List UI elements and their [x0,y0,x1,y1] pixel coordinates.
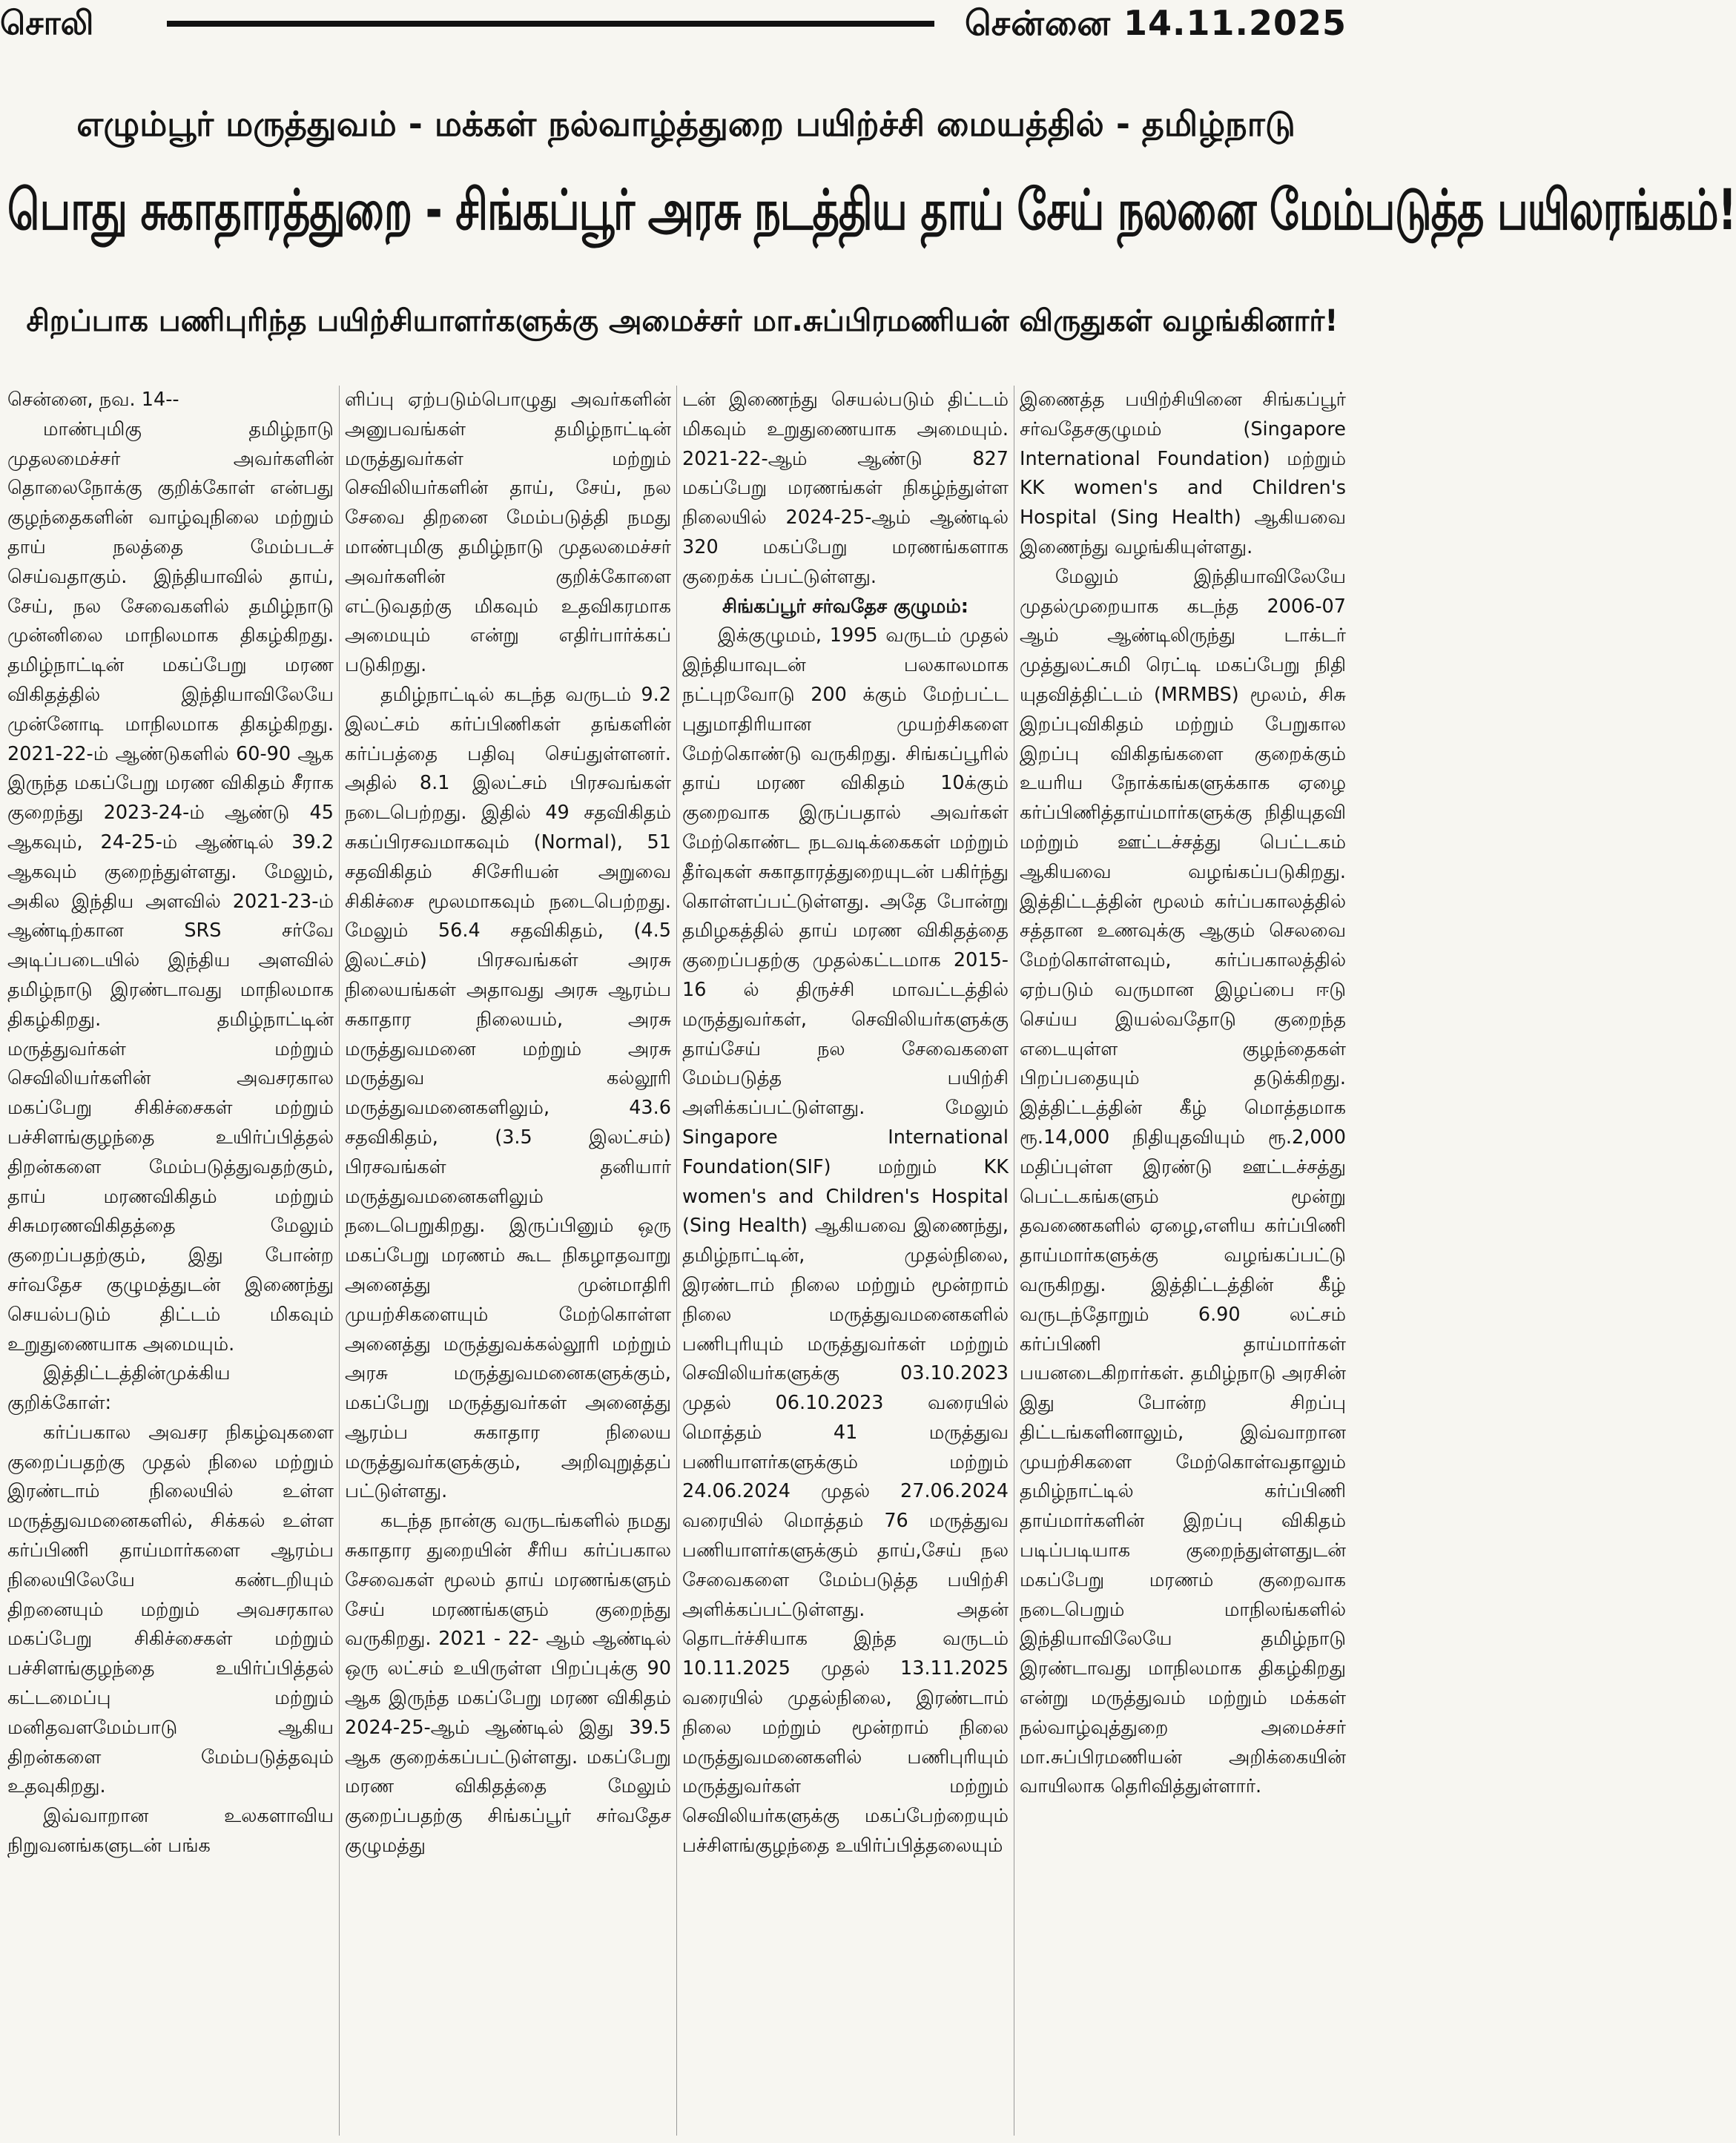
paragraph: இவ்வாறான உலகளாவிய நிறுவனங்களுடன் பங்க [7,1805,334,1858]
city-date: சென்னை 14.11.2025 [964,3,1347,43]
column-2 [345,386,671,2136]
paragraph: தமிழ்நாட்டில் கடந்த வருடம் 9.2 இலட்சம் கர்ப்பிணிகள் தங்களின் கர்ப்பத்தை பதிவு செய்துள்ளனர். அதில் 8.1 இலட்சம் பிரசவங்கள் நடைபெற்றது. இதில் 49 சதவிகிதம் சுகப்பிரசவமாகவும் (Normal), 51 சதவிகிதம் சிசேரியன் அறுவை சிகிச்சை மூலமாகவும் நடைபெற்றது. மேலும் 56.4 சதவிகிதம், (4.5 இலட்சம்) பிரசவங்கள் அரசு நிலையங்கள் அதாவது அரசு ஆரம்ப சுகாதார நிலையம், அரசு மருத்துவமனை மற்றும் அரசு மருத்துவ கல்லூரி மருத்துவமனைகளிலும், 43.6 சதவிகிதம், (3.5 இலட்சம்) பிரசவங்கள் தனியார் மருத்துவமனைகளிலும் நடைபெறுகிறது. இருப்பினும் ஒரு மகப்பேறு மரணம் கூட நிகழாதவாறு அனைத்து முன்மாதிரி முயற்சிகளையும் மேற்கொள்ள அனைத்து மருத்துவக்கல்லூரி மற்றும் அரசு மருத்துவமனைகளுக்கும், மகப்பேறு மருத்துவர்கள் அனைத்து ஆரம்ப சுகாதார நிலைய மருத்துவர்களுக்கும், அறிவுறுத்தப் பட்டுள்ளது. [345,683,671,1503]
paragraph: டன் இணைந்து செயல்படும் திட்டம் மிகவும் உறுதுணையாக அமையும். 2021-22-ஆம் ஆண்டு 827 மகப்பேறு மரணங்கள் நிகழ்ந்துள்ள நிலையில் 2024-25-ஆம் ஆண்டில் 320 மகப்பேறு மரணங்களாக குறைக்க ப்பட்டுள்ளது. [682,389,1009,588]
column-4 [1020,386,1346,2136]
strapline: எழும்பூர் மருத்துவம் - மக்கள் நல்வாழ்த்துறை பயிற்ச்சி மையத்தில் - தமிழ்நாடு [76,104,1296,144]
newspaper-name: சொலி [0,4,94,42]
headline: பொது சுகாதாரத்துறை - சிங்கப்பூர் அரசு நடத்திய தாய் சேய் நலனை மேம்படுத்த பயிலரங்கம்! [7,178,1736,243]
dateline: சென்னை, நவ. 14-- [7,389,179,411]
article-body [7,386,1346,2136]
column-1 [7,386,334,2136]
paragraph: கர்ப்பகால அவசர நிகழ்வுகளை குறைப்பதற்கு முதல் நிலை மற்றும் இரண்டாம் நிலையில் உள்ள மருத்துவமனைகளில், சிக்கல் உள்ள கர்ப்பிணி தாய்மார்களை ஆரம்ப நிலையிலேயே கண்டறியும் திறனையும் மற்றும் அவசரகால மகப்பேறு சிகிச்சைகள் மற்றும் பச்சிளங்குழந்தை உயிர்ப்பித்தல் கட்டமைப்பு மற்றும் மனிதவளமேம்பாடு ஆகிய திறன்களை மேம்படுத்தவும் உதவுகிறது. [7,1421,334,1798]
masthead-rule [167,21,934,27]
column-divider [339,386,340,2136]
section-subheading: சிங்கப்பூர் சர்வதேச குழுமம்: [722,595,968,618]
column-3 [682,386,1009,2136]
paragraph: இக்குழுமம், 1995 வருடம் முதல் இந்தியாவுடன் பலகாலமாக நட்புறவோடு 200 க்கும் மேற்பட்ட புதுமாதிரியான முயற்சிகளை மேற்கொண்டு வருகிறது. சிங்கப்பூரில் தாய் மரண விகிதம் 10க்கும் குறைவாக இருப்பதால் அவர்கள் மேற்கொண்ட நடவடிக்கைகள் மற்றும் தீர்வுகள் சுகாதாரத்துறையுடன் பகிர்ந்து கொள்ளப்பட்டுள்ளது. அதே போன்று தமிழகத்தில் தாய் மரண விகிதத்தை குறைப்பதற்கு முதல்கட்டமாக 2015-16 ல் திருச்சி மாவட்டத்தில் மருத்துவர்கள், செவிலியர்களுக்கு தாய்சேய் நல சேவைகளை மேம்படுத்த பயிற்சி அளிக்கப்பட்டுள்ளது. மேலும் Singapore International Foundation(SIF) மற்றும் KK women's and Children's Hospital (Sing Health) ஆகியவை இணைந்து, தமிழ்நாட்டின், முதல்நிலை, இரண்டாம் நிலை மற்றும் மூன்றாம் நிலை மருத்துவமனைகளில் பணிபுரியும் மருத்துவர்கள் மற்றும் செவிலியர்களுக்கு 03.10.2023 முதல் 06.10.2023 வரையில் மொத்தம் 41 மருத்துவ பணியாளர்களுக்கும் மற்றும் 24.06.2024 முதல் 27.06.2024 வரையில் மொத்தம் 76 மருத்துவ பணியாளர்களுக்கும் தாய்,சேய் நல சேவைகளை மேம்படுத்த பயிற்சி அளிக்கப்பட்டுள்ளது. அதன் தொடர்ச்சியாக இந்த வருடம் 10.11.2025 முதல் 13.11.2025 வரையில் முதல்நிலை, இரண்டாம் நிலை மற்றும் மூன்றாம் நிலை மருத்துவமனைகளில் பணிபுரியும் மருத்துவர்கள் மற்றும் செவிலியர்களுக்கு மகப்பேற்றையும் பச்சிளங்குழந்தை உயிர்ப்பித்தலையும் [682,624,1009,1858]
subheadline: சிறப்பாக பணிபுரிந்த பயிற்சியாளர்களுக்கு அமைச்சர் மா.சுப்பிரமணியன் விருதுகள் வழங்கினார்! [26,304,1339,338]
paragraph: ளிப்பு ஏற்படும்பொழுது அவர்களின் அனுபவங்கள் தமிழ்நாட்டின் மருத்துவர்கள் மற்றும் செவிலியர்களின் தாய், சேய், நல சேவை திறனை மேம்படுத்தி நமது மாண்புமிகு தமிழ்நாடு முதலமைச்சர் அவர்களின் குறிக்கோளை எட்டுவதற்கு மிகவும் உதவிகரமாக அமையும் என்று எதிர்பார்க்கப் படுகிறது. [345,389,671,677]
paragraph: மாண்புமிகு தமிழ்நாடு முதலமைச்சர் அவர்களின் தொலைநோக்கு குறிக்கோள் என்பது குழந்தைகளின் வாழ்வுநிலை மற்றும் தாய் நலத்தை மேம்படச் செய்வதாகும். இந்தியாவில் தாய், சேய், நல சேவைகளில் தமிழ்நாடு முன்னிலை மாநிலமாக திகழ்கிறது. தமிழ்நாட்டின் மகப்பேறு மரண விகிதத்தில் இந்தியாவிலேயே முன்னோடி மாநிலமாக திகழ்கிறது. 2021-22-ம் ஆண்டுகளில் 60-90 ஆக இருந்த மகப்பேறு மரண விகிதம் சீராக குறைந்து 2023-24-ம் ஆண்டு 45 ஆகவும், 24-25-ம் ஆண்டில் 39.2 ஆகவும் குறைந்துள்ளது. மேலும், அகில இந்திய அளவில் 2021-23-ம் ஆண்டிற்கான SRS சர்வே அடிப்படையில் இந்திய அளவில் தமிழ்நாடு இரண்டாவது மாநிலமாக திகழ்கிறது. தமிழ்நாட்டின் மருத்துவர்கள் மற்றும் செவிலியர்களின் அவசரகால மகப்பேறு சிகிச்சைகள் மற்றும் பச்சிளங்குழந்தை உயிர்ப்பித்தல் திறன்களை மேம்படுத்துவதற்கும், தாய் மரணவிகிதம் மற்றும் சிசுமரணவிகிதத்தை மேலும் குறைப்பதற்கும், இது போன்ற சர்வதேச குழுமத்துடன் இணைந்து செயல்படும் திட்டம் மிகவும் உறுதுணையாக அமையும். [7,417,334,1356]
column-divider [676,386,677,2136]
paragraph: இத்திட்டத்தின்முக்கிய குறிக்கோள்: [7,1362,231,1415]
paragraph: இணைத்த பயிற்சியினை சிங்கப்பூர் சர்வதேசகுழுமம் (Singapore International Foundation) மற்றும் KK women's and Children's Hospital (Sing Health) ஆகியவை இணைந்து வழங்கியுள்ளது. [1020,389,1346,558]
paragraph: கடந்த நான்கு வருடங்களில் நமது சுகாதார துறையின் சீரிய கர்ப்பகால சேவைகள் மூலம் தாய் மரணங்களும் சேய் மரணங்களும் குறைந்து வருகிறது. 2021 - 22- ஆம் ஆண்டில் ஒரு லட்சம் உயிருள்ள பிறப்புக்கு 90 ஆக இருந்த மகப்பேறு மரண விகிதம் 2024-25-ஆம் ஆண்டில் இது 39.5 ஆக குறைக்கப்பட்டுள்ளது. மகப்பேறு மரண விகிதத்தை மேலும் குறைப்பதற்கு சிங்கப்பூர் சர்வதேச குழுமத்து [345,1510,671,1858]
paragraph: மேலும் இந்தியாவிலேயே முதல்முறையாக கடந்த 2006-07 ஆம் ஆண்டிலிருந்து டாக்டர் முத்துலட்சுமி ரெட்டி மகப்பேறு நிதி யுதவித்திட்டம் (MRMBS) மூலம், சிசு இறப்புவிகிதம் மற்றும் பேறுகால இறப்பு விகிதங்களை குறைக்கும் உயரிய நோக்கங்களுக்காக ஏழை கர்ப்பிணித்தாய்மார்களுக்கு நிதியுதவி மற்றும் ஊட்டச்சத்து பெட்டகம் ஆகியவை வழங்கப்படுகிறது. இத்திட்டத்தின் மூலம் கர்ப்பகாலத்தில் சத்தான உணவுக்கு ஆகும் செலவை மேற்கொள்ளவும், கர்ப்பகாலத்தில் ஏற்படும் வருமான இழப்பை ஈடு செய்ய இயல்வதோடு குறைந்த எடையுள்ள குழந்தைகள் பிறப்பதையும் தடுக்கிறது. இத்திட்டத்தின் கீழ் மொத்தமாக ரூ.14,000 நிதியுதவியும் ரூ.2,000 மதிப்புள்ள இரண்டு ஊட்டச்சத்து பெட்டகங்களும் மூன்று தவணைகளில் ஏழை,எளிய கர்ப்பிணி தாய்மார்களுக்கு வழங்கப்பட்டு வருகிறது. இத்திட்டத்தின் கீழ் வருடந்தோறும் 6.90 லட்சம் கர்ப்பிணி தாய்மார்கள் பயனடைகிறார்கள். தமிழ்நாடு அரசின் இது போன்ற சிறப்பு திட்டங்களினாலும், இவ்வாறான முயற்சிகளை மேற்கொள்வதாலும் தமிழ்நாட்டில் கர்ப்பிணி தாய்மார்களின் இறப்பு விகிதம் படிப்படியாக குறைந்துள்ளதுடன் மகப்பேறு மரணம் குறைவாக நடைபெறும் மாநிலங்களில் இந்தியாவிலேயே தமிழ்நாடு இரண்டாவது மாநிலமாக திகழ்கிறது என்று மருத்துவம் மற்றும் மக்கள் நல்வாழ்வுத்துறை அமைச்சர் மா.சுப்பிரமணியன் அறிக்கையின் வாயிலாக தெரிவித்துள்ளார். [1020,565,1346,1798]
masthead [0,0,1357,52]
